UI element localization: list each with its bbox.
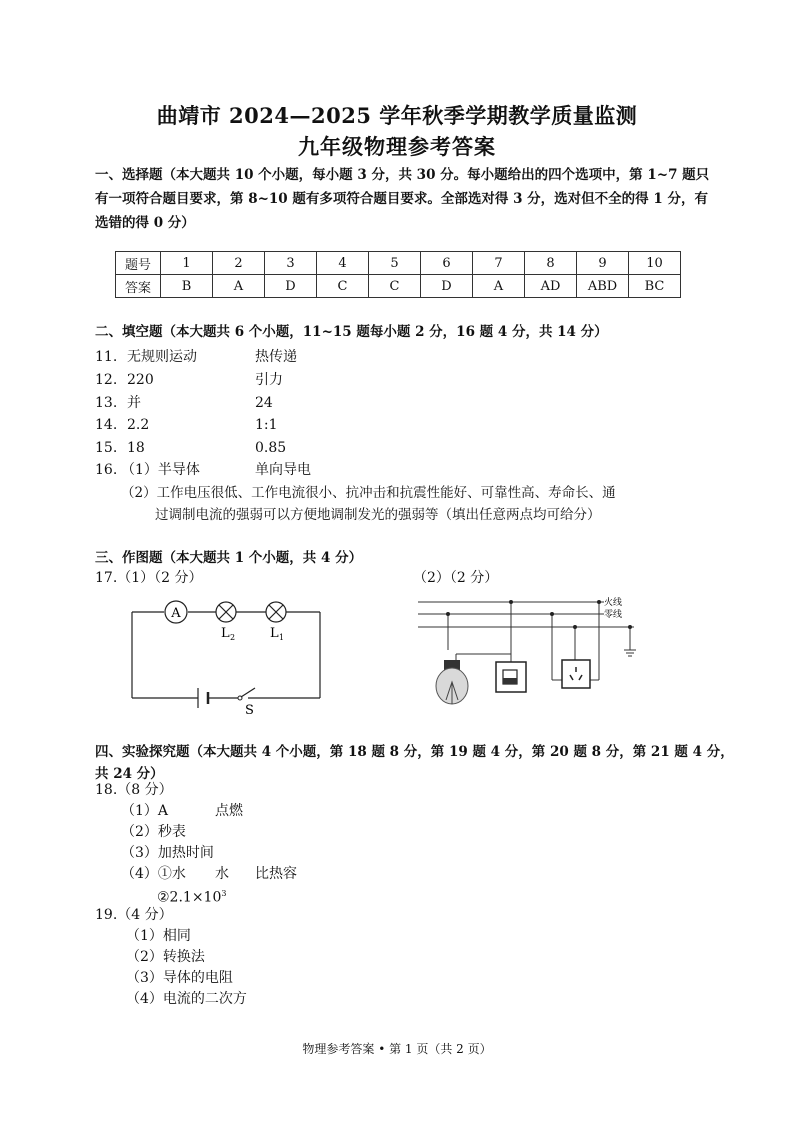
lamp-l2-subscript: 2 (230, 633, 236, 642)
table-cell: 9 (577, 252, 629, 275)
table-row-label: 题号 (116, 252, 161, 275)
q18-part3: （3）加热时间 (121, 845, 214, 861)
page-subtitle: 九年级物理参考答案 (298, 134, 496, 159)
q18-part4-d-exponent: 3 (221, 889, 227, 898)
q13-num: 13. (95, 395, 118, 411)
q18-part4-d-base: ②2.1×10 (157, 889, 222, 906)
table-cell: B (161, 275, 213, 298)
battery-icon (198, 688, 208, 708)
q13-answer-b: 24 (255, 395, 273, 411)
table-cell: AD (525, 275, 577, 298)
lamp-l1-subscript: 1 (279, 633, 285, 642)
lamp-l1-label: L (270, 626, 279, 641)
table-row (116, 275, 681, 298)
q14-num: 14. (95, 417, 118, 433)
switch-icon (238, 688, 255, 718)
table-cell: BC (629, 275, 681, 298)
section4-heading: 四、实验探究题（本大题共 4 个小题，第 18 题 8 分，第 19 题 4 分，第 20 题 8 分，第 21 题 4 分， (95, 744, 734, 760)
q16-num: 16. (95, 462, 118, 478)
ammeter-icon (165, 601, 187, 623)
wall-switch-icon (496, 662, 526, 692)
q15-answer-a: 18 (127, 440, 145, 456)
table-cell: 3 (265, 252, 317, 275)
table-cell: A (213, 275, 265, 298)
q19-part2: （2）转换法 (126, 949, 205, 965)
table-cell: C (317, 275, 369, 298)
q19-part1: （1）相同 (126, 928, 191, 944)
light-bulb-icon (436, 660, 468, 704)
table-cell: 6 (421, 252, 473, 275)
page-footer: 物理参考答案 • 第 1 页（共 2 页） (302, 1042, 492, 1056)
q12-answer-b: 引力 (255, 372, 283, 388)
q12-answer-a: 220 (127, 372, 154, 388)
q19-title: 19.（4 分） (95, 907, 173, 923)
table-cell: 10 (629, 252, 681, 275)
table-cell: 2 (213, 252, 265, 275)
q11-answer-a: 无规则运动 (127, 349, 197, 365)
q14-answer-b: 1:1 (255, 417, 278, 433)
q18-part1-b: 点燃 (215, 803, 243, 819)
q19-part3: （3）导体的电阻 (126, 970, 233, 986)
q18-part4-c: 比热容 (255, 866, 297, 882)
section3-heading: 三、作图题（本大题共 1 个小题，共 4 分） (95, 550, 363, 566)
q17-part1-label: 17.（1）（2 分） (95, 570, 203, 586)
q18-part1-a: （1）A (121, 803, 169, 819)
table-cell: D (421, 275, 473, 298)
live-wire-label: 火线 (604, 598, 623, 608)
page-title: 曲靖市 2024—2025 学年秋季学期教学质量监测 (156, 103, 638, 128)
switch-label: S (245, 703, 254, 718)
q14-answer-a: 2.2 (127, 417, 150, 433)
series-circuit-diagram (120, 590, 340, 730)
q16-answer-a: （1）半导体 (121, 462, 200, 478)
q15-num: 15. (95, 440, 118, 456)
lamp-l1-icon (266, 602, 286, 642)
q18-part2: （2）秒表 (121, 824, 186, 840)
q13-answer-a: 并 (127, 395, 141, 411)
table-cell: 7 (473, 252, 525, 275)
neutral-wire-label: 零线 (604, 610, 623, 620)
section2-heading: 二、填空题（本大题共 6 个小题，11~15 题每小题 2 分，16 题 4 分，共 14 分） (95, 324, 608, 340)
table-cell: ABD (577, 275, 629, 298)
q16-part2-line2: 过调制电流的强弱可以方便地调制发光的强弱等（填出任意两点均可给分） (155, 507, 601, 523)
table-cell: A (473, 275, 525, 298)
q18-part4-b: 水 (215, 866, 229, 882)
q11-answer-b: 热传递 (255, 349, 297, 365)
q15-answer-b: 0.85 (255, 440, 287, 456)
section4-heading-cont: 共 24 分） (95, 766, 164, 782)
q12-num: 12. (95, 372, 118, 388)
power-socket-icon (562, 660, 590, 688)
table-row-label: 答案 (116, 275, 161, 298)
q17-part2-label: （2）（2 分） (413, 570, 499, 586)
q19-part4: （4）电流的二次方 (126, 991, 247, 1007)
lamp-l2-label: L (221, 626, 230, 641)
household-wiring-diagram (412, 590, 652, 720)
table-cell: C (369, 275, 421, 298)
q18-part4-a: （4）①水 (121, 866, 186, 882)
q11-num: 11. (95, 349, 118, 365)
answer-table (115, 251, 681, 298)
ammeter-label: A (171, 606, 181, 621)
table-cell: 5 (369, 252, 421, 275)
q16-answer-b: 单向导电 (255, 462, 311, 478)
section1-heading: 一、选择题（本大题共 10 个小题，每小题 3 分，共 30 分。每小题给出的四个选项中，第 1~7 题只有一项符合题目要求，第 8~10 题有多项符合题目要求。全部选对得 3 分，选对但不全的得 1 分，有选错的得 0 分） (95, 167, 710, 231)
q18-title: 18.（8 分） (95, 782, 173, 798)
table-cell: 4 (317, 252, 369, 275)
table-cell: 8 (525, 252, 577, 275)
table-cell: D (265, 275, 317, 298)
lamp-l2-icon (216, 602, 236, 642)
table-row (116, 252, 681, 275)
table-cell: 1 (161, 252, 213, 275)
q16-part2-line1: （2）工作电压很低、工作电流很小、抗冲击和抗震性能好、可靠性高、寿命长、通 (121, 485, 616, 501)
